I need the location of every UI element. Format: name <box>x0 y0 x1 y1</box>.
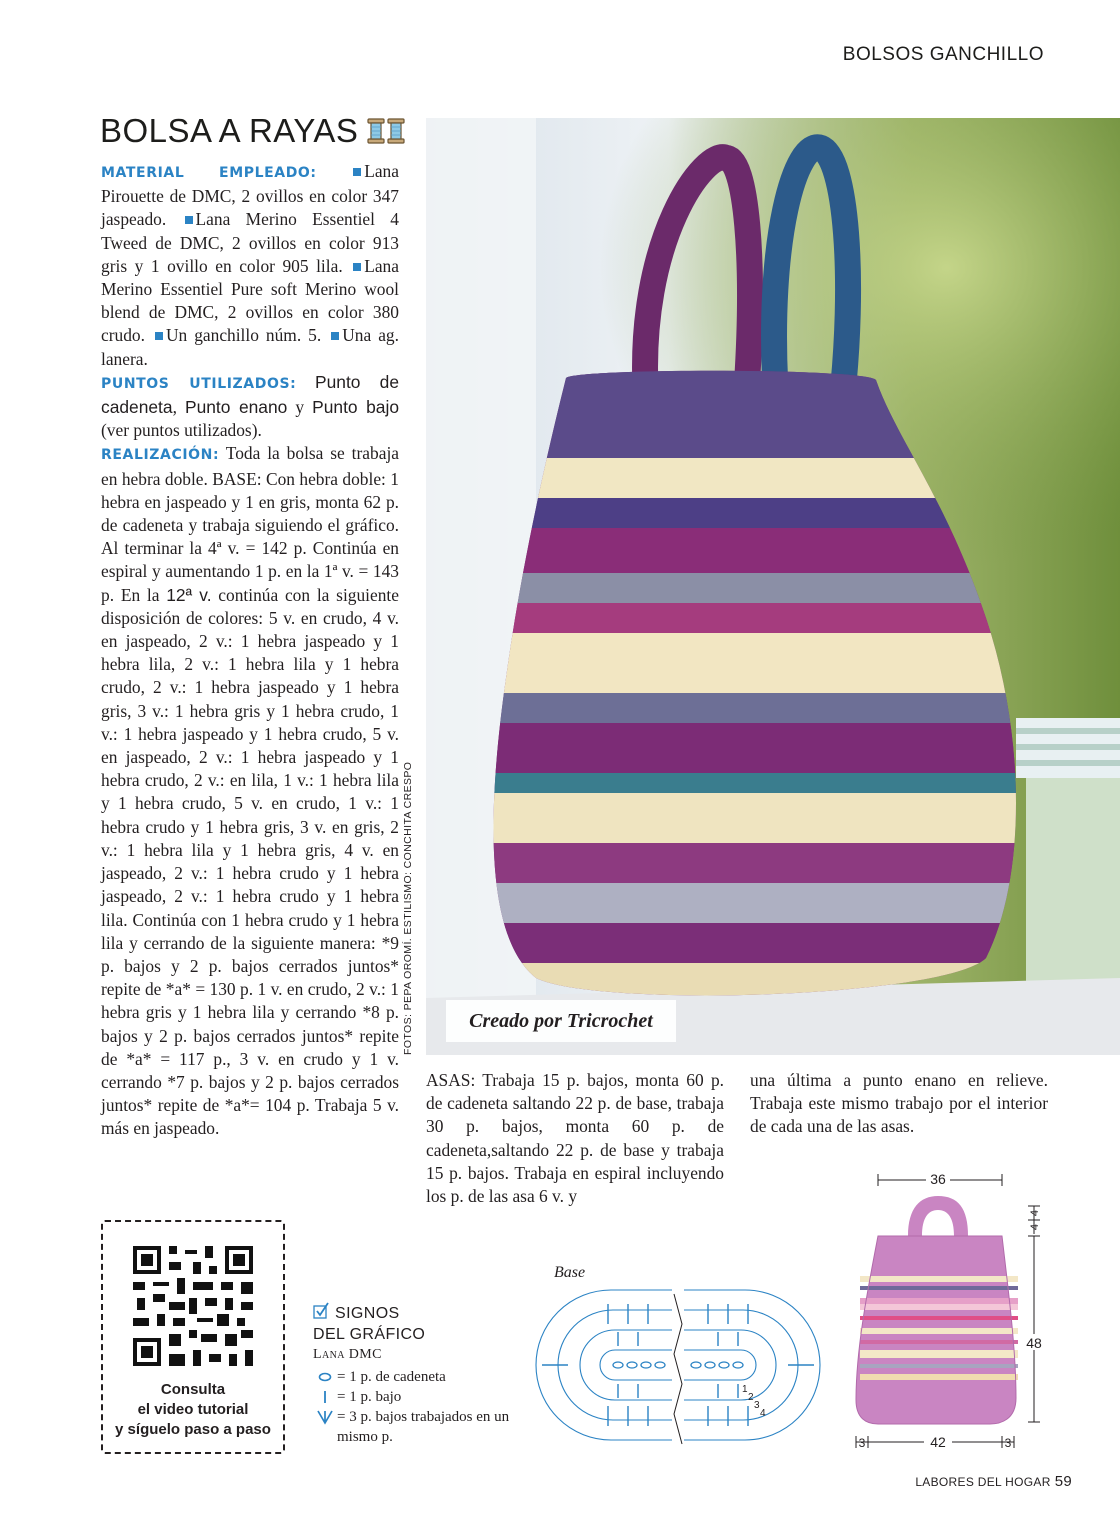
single-crochet-icon <box>322 1390 328 1404</box>
material-label: MATERIAL EMPLEADO: <box>101 165 317 181</box>
qr-caption-line: y síguelo paso a paso <box>115 1421 271 1438</box>
round-number: 4 <box>760 1408 766 1419</box>
bullet-square-icon <box>331 332 339 340</box>
stitch-name: Punto enano <box>184 397 288 418</box>
material-item: Lana Merino Essentiel Pure soft Merino wool blend de DMC, 2 ovillos en color 380 crudo. <box>101 255 399 346</box>
qr-code-icon[interactable] <box>129 1242 257 1370</box>
dimension-side-right: 3 <box>1004 1436 1012 1450</box>
legend-text: = 3 p. bajos trabajados en un mismo p. <box>337 1409 510 1445</box>
material-item: Lana Pirouette de DMC, 2 ovillos en color 347 jaspeado. <box>101 161 399 230</box>
dimension-handle: 4 <box>1029 1223 1041 1231</box>
chart-title: Base <box>554 1264 586 1281</box>
increase-stitch-icon <box>316 1409 334 1425</box>
title-text: BOLSA A RAYAS <box>100 112 359 149</box>
bullet-square-icon <box>155 332 163 340</box>
material-item: Un ganchillo núm. 5. <box>165 325 322 346</box>
legend-row <box>313 1407 553 1447</box>
round-number: 2 <box>748 1392 754 1403</box>
dimension-handle: 4 <box>1029 1209 1041 1217</box>
asas-instructions-cont: una última a punto enano en relieve. Trabaja este mismo trabajo por el interior de cada una de las asas. <box>750 1070 1048 1137</box>
creator-caption: Creado por Tricrochet <box>446 1000 676 1042</box>
bullet-square-icon <box>353 263 361 271</box>
realizacion-text: Toda la bolsa se trabaja en hebra doble. BASE: Con hebra doble: 1 hebra en jaspeado y 1 en gris, monta 62 p. de cadeneta y trabaja siguiendo el gráfico. Al terminar la 4ª v. = 142 p. Continúa en espiral y aumentando 1 p. en la 1ª v. = 143 p. En la <box>101 443 399 605</box>
dimension-bottom-width: 42 <box>930 1434 946 1450</box>
crochet-base-chart <box>528 1284 828 1446</box>
page-footer <box>915 1473 1072 1490</box>
section-header: BOLSOS GANCHILLO <box>842 44 1044 65</box>
material-item: Lana Merino Essentiel 4 Tweed de DMC, 2 ovillos en color 913 gris y 1 ovillo en color 905 lila. <box>101 209 399 276</box>
asas-instructions: ASAS: Trabaja 15 p. bajos, monta 60 p. de cadeneta saltando 22 p. de base, trabaja 30 p. bajos, monta 60 p. de cadeneta,saltando 22 p. de base y trabaja 15 p. bajos. Trabaja en espiral incluyendo los p. de las asa 6 v. y <box>426 1070 724 1207</box>
qr-caption-line: el video tutorial <box>137 1401 249 1418</box>
legend-title <box>313 1302 553 1324</box>
bullet-square-icon <box>353 168 361 176</box>
dimension-height: 48 <box>1026 1335 1042 1351</box>
material-item: Una ag. lanera. <box>101 325 399 369</box>
bullet-square-icon <box>185 216 193 224</box>
emphasis: 12ª v. <box>166 584 212 605</box>
photo-credit <box>398 761 428 1055</box>
magazine-name: LABORES DEL HOGAR <box>915 1475 1051 1489</box>
pattern-title <box>100 112 406 150</box>
legend-text: = 1 p. de cadeneta <box>337 1369 446 1385</box>
page-number: 59 <box>1054 1473 1072 1490</box>
realizacion-label: REALIZACIÓN: <box>101 447 220 464</box>
dimension-side-left: 3 <box>858 1436 866 1450</box>
stitch-name: Punto bajo <box>312 397 400 418</box>
legend-title-line: SIGNOS <box>335 1305 400 1322</box>
separator: y <box>287 397 313 418</box>
checkmark-icon <box>313 1302 331 1320</box>
photo-credit-text: FOTOS: PEPA OROMÍ. ESTILISMO: CONCHITA CRESPO <box>402 761 414 1055</box>
legend-row <box>313 1387 553 1407</box>
round-number: 3 <box>754 1400 760 1411</box>
stitch-name: Punto de cadeneta <box>101 371 399 418</box>
legend-row <box>313 1367 553 1387</box>
round-number: 1 <box>742 1384 748 1395</box>
separator: , <box>172 397 185 418</box>
dimension-top-width: 36 <box>930 1171 946 1187</box>
legend-subtitle: Lana DMC <box>313 1347 382 1362</box>
chart-legend <box>313 1302 553 1447</box>
chain-stitch-icon <box>318 1372 332 1382</box>
two-spools-icon <box>366 117 406 145</box>
legend-title-line-2: DEL GRÁFICO <box>313 1326 426 1343</box>
bag-photo-illustration <box>426 118 1120 1055</box>
puntos-label: PUNTOS UTILIZADOS: <box>101 375 297 392</box>
realizacion-text-cont: continúa con la siguiente disposición de colores: 5 v. en crudo, 4 v. en jaspeado, 2 v.: 1 hebra jaspeado y 1 hebra lila, 2 v.: 1 hebra lila y 1 hebra crudo, 2 v.: 1 hebra jaspeado y 1 hebra gris, 3 v.: 1 hebra gris y 1 hebra crudo, 1 v.: 1 hebra jaspeado y 1 hebra crudo, 5 v. en jaspeado, 2 v.: 1 hebra jaspeado y 1 hebra crudo, 2 v.: en lila, 1 v.: 1 hebra lila y 1 hebra crudo, 5 v. en crudo, 1 v.: 1 hebra crudo y 1 hebra gris, 3 v. en gris, 2 v.: 1 hebra lila y 1 hebra gris, 4 v. en jaspeado, 2 v.: 1 hebra crudo y 1 hebra jaspeado, 2 v.: 1 hebra crudo y 1 hebra lila. Continúa con 1 hebra crudo y 1 hebra lila y cerrando de la siguiente manera: *9 p. bajos y 2 p. bajos cerrados juntos* repite de *a* = 130 p. 1 v. en crudo, 2 v.: 1 hebra gris y 1 hebra lila y cerrando *8 p. bajos y 2 p. bajos cerrados juntos* repite de *a* = 117 p., 3 v. en crudo y 1 v. cerrando *7 p. bajos y 2 p. bajos cerrados juntos* repite de *a*= 104 p. Trabaja 5 v. más en jaspeado. <box>101 584 399 1139</box>
legend-text: = 1 p. bajo <box>337 1389 402 1405</box>
bag-photo <box>426 118 1120 1055</box>
bag-schematic <box>850 1168 1050 1458</box>
qr-caption-line: Consulta <box>160 1381 226 1398</box>
instructions-left-column <box>101 160 399 1141</box>
qr-caption <box>101 1380 285 1440</box>
puntos-tail: (ver puntos utilizados). <box>101 420 262 441</box>
